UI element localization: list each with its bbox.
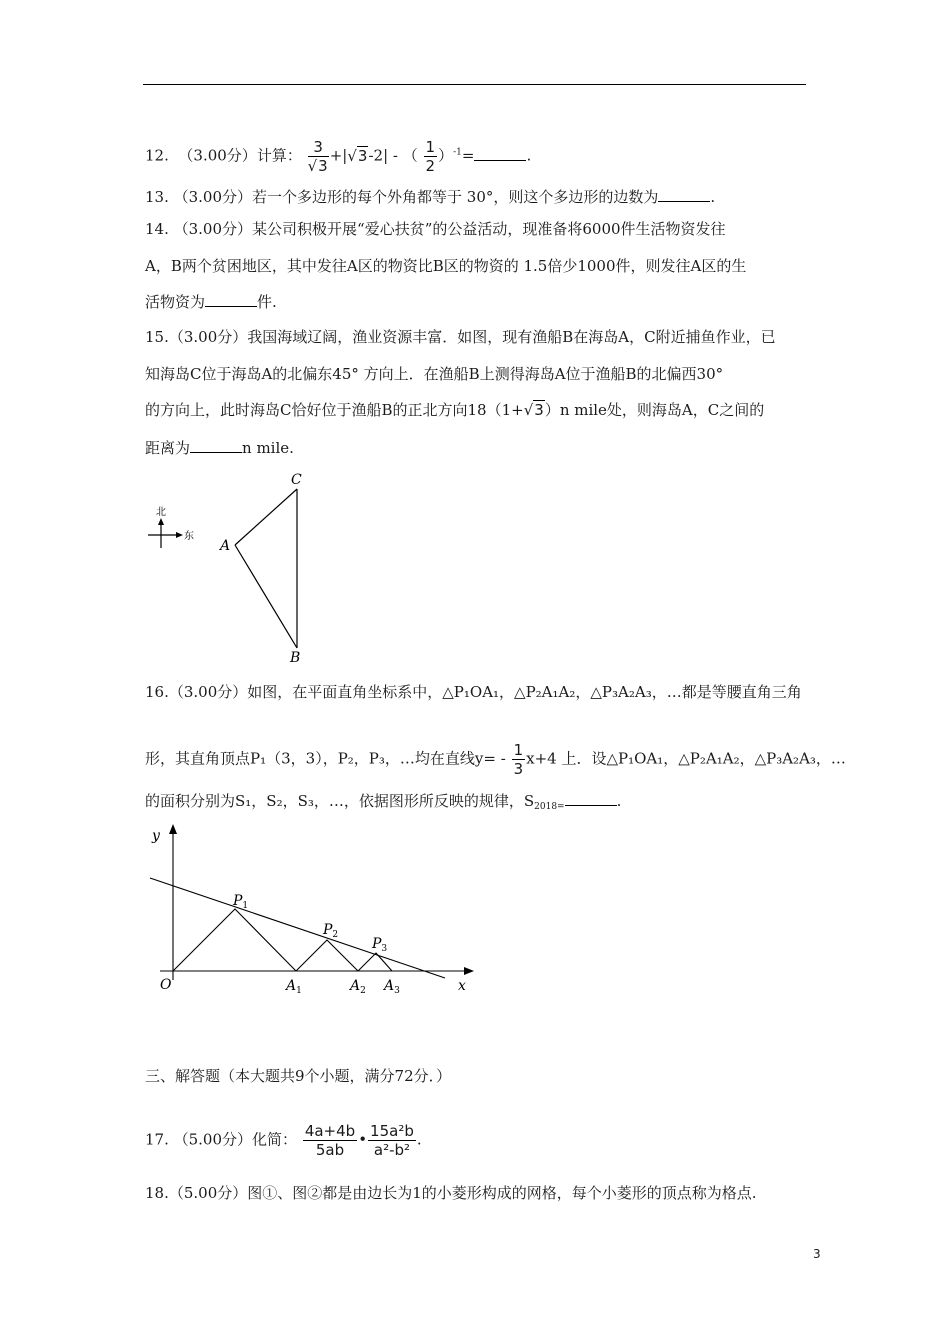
top-rule <box>143 84 806 85</box>
answer-blank[interactable] <box>565 791 617 806</box>
north-label: 北 <box>156 507 166 518</box>
triangle-P3-A2-A3 <box>358 953 392 971</box>
page-number: 3 <box>813 1247 821 1261</box>
question-16-line-1: 16.（3.00分）如图，在平面直角坐标系中，△P₁OA₁，△P₂A₁A₂，△P₃A₂A₃，…都是等腰直角三角 <box>145 683 802 701</box>
fraction-one-third: $\frac{1}{3}$ <box>513 741 524 778</box>
answer-blank[interactable] <box>190 438 242 453</box>
point-P2-label: $P_2$ <box>323 922 339 940</box>
sqrt-3: √3 <box>523 401 544 419</box>
island-figure <box>140 468 340 668</box>
sqrt-3: √3 <box>347 146 368 165</box>
question-16-line-3: 的面积分别为S₁，S₂，S₃，…，依据图形所反映的规律，$S_{2018=}$ . <box>145 792 622 812</box>
y-axis-label: y <box>152 828 160 844</box>
question-17: 17. （5.00分）化简： $\frac{4a+4b}{5ab}$ • $\frac{\text{15a²b}}{\text{a²-b²}}$ . <box>145 1122 422 1159</box>
answer-blank[interactable] <box>474 146 526 161</box>
question-14-line-3: 活物资为 件. <box>145 293 277 311</box>
triangle-P2-A1-A2 <box>296 940 358 971</box>
question-15-line-3: 的方向上，此时海岛C恰好位于渔船B的正北方向18（1+√3）n mile处，则海岛A，C之间的 <box>145 401 765 419</box>
question-14-line-1: 14. （3.00分）某公司积极开展“爱心扶贫”的公益活动，现准备将6000件生活物资发往 <box>145 220 726 238</box>
question-15-line-1: 15.（3.00分）我国海域辽阔，渔业资源丰富．如图，现有渔船B在海岛A，C附近捕鱼作业，已 <box>145 328 776 346</box>
origin-label: O <box>160 977 172 993</box>
question-18: 18.（5.00分）图①、图②都是由边长为1的小菱形构成的网格，每个小菱形的顶点称为格点. <box>145 1184 757 1202</box>
point-C-label: C <box>291 472 302 488</box>
question-12: 12. （3.00分）计算： $\frac{3}{√3}$ +|√3-2| - （ $\frac{1}{2}$ ）$^{-1}$= . <box>145 138 532 175</box>
fraction-15a2b-over-a2-b2: $\frac{\text{15a²b}}{\text{a²-b²}}$ <box>370 1122 414 1159</box>
point-A3-label: $A_3$ <box>384 978 400 996</box>
segment-AB <box>235 545 297 648</box>
north-arrow-icon <box>158 518 164 525</box>
y-axis-arrow-icon <box>169 824 177 834</box>
question-15-line-4: 距离为 n mile. <box>145 439 294 457</box>
point-A2-label: $A_2$ <box>350 978 366 996</box>
x-axis-label: x <box>458 978 466 994</box>
question-13: 13. （3.00分）若一个多边形的每个外角都等于 30°，则这个多边形的边数为 . <box>145 188 716 206</box>
x-axis-arrow-icon <box>464 967 474 975</box>
triangle-P1-O-A1 <box>173 909 296 971</box>
segment-AC <box>235 489 297 545</box>
question-14-line-2: A，B两个贫困地区，其中发往A区的物资比B区的物资的 1.5倍少1000件，则发往A区的生 <box>145 257 747 275</box>
line-y-equals-minus-third-x-plus-4 <box>150 878 445 978</box>
section-3-heading: 三、解答题（本大题共9个小题，满分72分．） <box>145 1067 452 1085</box>
east-arrow-icon <box>176 532 183 538</box>
point-A1-label: $A_1$ <box>286 978 302 996</box>
point-P3-label: $P_3$ <box>372 936 388 954</box>
question-16-line-2: 形，其直角顶点P₁（3，3），P₂，P₃，…均在直线y= - $\frac{1}{3}$ x+4 上．设△P₁OA₁，△P₂A₁A₂，△P₃A₂A₃，… <box>145 741 846 778</box>
fraction-one-half: $\frac{1}{2}$ <box>425 138 436 175</box>
point-A-label: A <box>220 538 231 554</box>
east-label: 东 <box>184 531 194 542</box>
fraction-4a4b-over-5ab: $\frac{4a+4b}{5ab}$ <box>304 1122 356 1159</box>
answer-blank[interactable] <box>205 292 257 307</box>
question-15-line-2: 知海岛C位于海岛A的北偏东45° 方向上．在渔船B上测得海岛A位于渔船B的北偏西30° <box>145 365 724 383</box>
coordinate-figure <box>140 820 480 1000</box>
answer-blank[interactable] <box>658 187 710 202</box>
point-P1-label: $P_1$ <box>233 893 249 911</box>
fraction-3-over-sqrt3: $\frac{3}{√3}$ <box>307 138 328 175</box>
point-B-label: B <box>290 650 301 666</box>
